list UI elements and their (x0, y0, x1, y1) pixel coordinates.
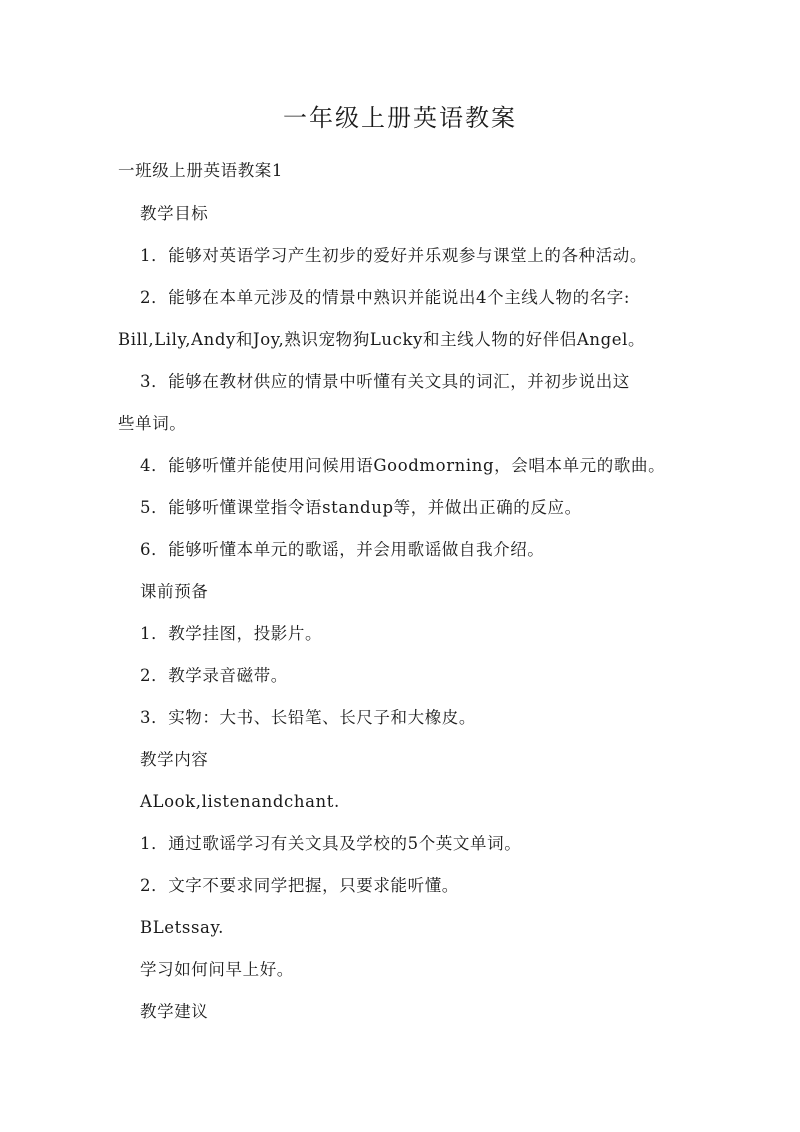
paragraph-line: 教学建议 (140, 1002, 209, 1021)
paragraph-line: 4．能够听懂并能使用问候用语Goodmorning，会唱本单元的歌曲。 (140, 456, 666, 475)
paragraph-line: 2．文字不要求同学把握，只要求能听懂。 (140, 876, 459, 895)
paragraph-line: 些单词。 (118, 414, 187, 433)
paragraph-line: ALook,listenandchant. (140, 792, 340, 811)
paragraph-line: 1．能够对英语学习产生初步的爱好并乐观参与课堂上的各种活动。 (140, 246, 647, 265)
paragraph-line: 3．实物：大书、长铅笔、长尺子和大橡皮。 (140, 708, 476, 727)
paragraph-line: 3．能够在教材供应的情景中听懂有关文具的词汇，并初步说出这 (140, 372, 630, 391)
paragraph-line: BLetssay. (140, 918, 225, 937)
document-title: 一年级上册英语教案 (283, 104, 517, 132)
paragraph-line: 2．教学录音磁带。 (140, 666, 288, 685)
paragraph-line: Bill,Lily,Andy和Joy,熟识宠物狗Lucky和主线人物的好伴侣Angel。 (118, 330, 646, 349)
paragraph-line: 6．能够听懂本单元的歌谣，并会用歌谣做自我介绍。 (140, 540, 545, 559)
paragraph-line: 课前预备 (140, 582, 209, 601)
paragraph-line: 教学内容 (140, 750, 209, 769)
section-heading: 一班级上册英语教案1 (118, 161, 283, 180)
paragraph-line: 教学目标 (140, 204, 209, 223)
paragraph-line: 2．能够在本单元涉及的情景中熟识并能说出4个主线人物的名字: (140, 288, 631, 307)
paragraph-line: 1．教学挂图，投影片。 (140, 624, 323, 643)
paragraph-line: 5．能够听懂课堂指令语standup等，并做出正确的反应。 (140, 498, 582, 517)
paragraph-line: 1．通过歌谣学习有关文具及学校的5个英文单词。 (140, 834, 522, 853)
paragraph-line: 学习如何问早上好。 (140, 960, 294, 979)
